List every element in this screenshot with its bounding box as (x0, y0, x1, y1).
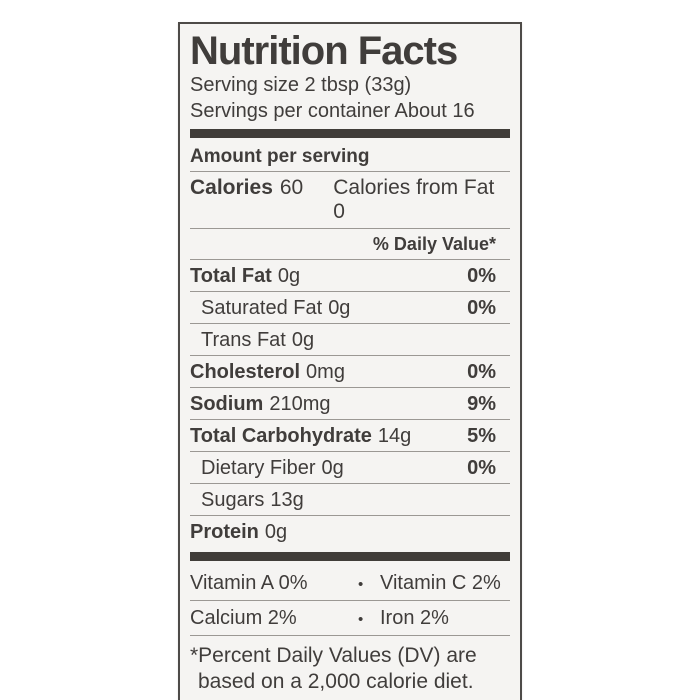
nutrient-name: Sugars (201, 489, 265, 511)
nutrient-amount: 13g (270, 489, 304, 511)
nutrient-row-protein (190, 516, 510, 547)
nutrient-daily-value: 0% (467, 297, 496, 319)
nutrient-row-cholesterol (190, 356, 510, 388)
calories-from-fat: Calories from Fat 0 (333, 176, 495, 223)
amount-per-serving: Amount per serving (190, 143, 510, 172)
micronutrient-left: Vitamin A 0% (190, 572, 308, 594)
nutrient-row-total-carbohydrate (190, 420, 510, 452)
nutrient-daily-value: 0% (467, 361, 496, 383)
nutrient-amount: 210mg (269, 393, 331, 415)
daily-value-header: % Daily Value* (190, 229, 510, 260)
nutrient-name: Total Fat (190, 265, 272, 287)
daily-value-footnote (190, 636, 510, 694)
nutrient-name: Saturated Fat (201, 297, 323, 319)
servings-per-container: Servings per container About 16 (190, 100, 475, 122)
nutrient-name: Cholesterol (190, 361, 301, 383)
nutrient-amount: 0g (264, 521, 288, 543)
nutrient-amount: 0mg (306, 361, 345, 383)
micronutrient-row-vitamins (190, 566, 510, 601)
nutrient-daily-value: 5% (467, 425, 496, 447)
nutrient-daily-value: 0% (467, 457, 496, 479)
label-title: Nutrition Facts (190, 29, 458, 73)
calories-row (190, 172, 510, 229)
nutrient-name: Total Carbohydrate (190, 425, 372, 447)
footnote-line-2: based on a 2,000 calorie diet. (198, 669, 474, 693)
nutrient-name: Sodium (190, 393, 264, 415)
nutrient-name: Trans Fat (201, 329, 286, 351)
nutrient-amount: 0g (321, 457, 344, 479)
serving-size: Serving size 2 tbsp (33g) (190, 74, 412, 96)
nutrient-row-sodium (190, 388, 510, 420)
calories-value: 60 (279, 176, 304, 199)
nutrient-amount: 0g (277, 265, 301, 287)
bullet-separator: • (358, 576, 364, 593)
bullet-separator: • (358, 611, 364, 628)
nutrient-daily-value: 0% (467, 265, 496, 287)
nutrient-amount: 0g (291, 329, 315, 351)
calories-label: Calories (190, 176, 273, 199)
footnote-line-1: *Percent Daily Values (DV) are (190, 644, 477, 667)
nutrient-amount: 14g (377, 425, 412, 447)
nutrient-row-saturated-fat (190, 292, 510, 324)
micronutrient-right: Iron 2% (380, 607, 449, 629)
thick-divider-top (190, 129, 510, 138)
thick-divider-bottom (190, 552, 510, 561)
micronutrient-right: Vitamin C 2% (380, 572, 501, 594)
nutrient-row-trans-fat (190, 324, 510, 356)
nutrient-name: Protein (190, 521, 259, 543)
micronutrient-row-minerals (190, 601, 510, 636)
nutrient-row-dietary-fiber (190, 452, 510, 484)
nutrient-name: Dietary Fiber (201, 457, 316, 479)
nutrient-row-total-fat (190, 260, 510, 292)
nutrient-amount: 0g (328, 297, 351, 319)
nutrient-daily-value: 9% (467, 393, 496, 415)
micronutrient-left: Calcium 2% (190, 607, 297, 629)
nutrition-facts-label (178, 22, 522, 700)
nutrient-row-sugars (190, 484, 510, 516)
